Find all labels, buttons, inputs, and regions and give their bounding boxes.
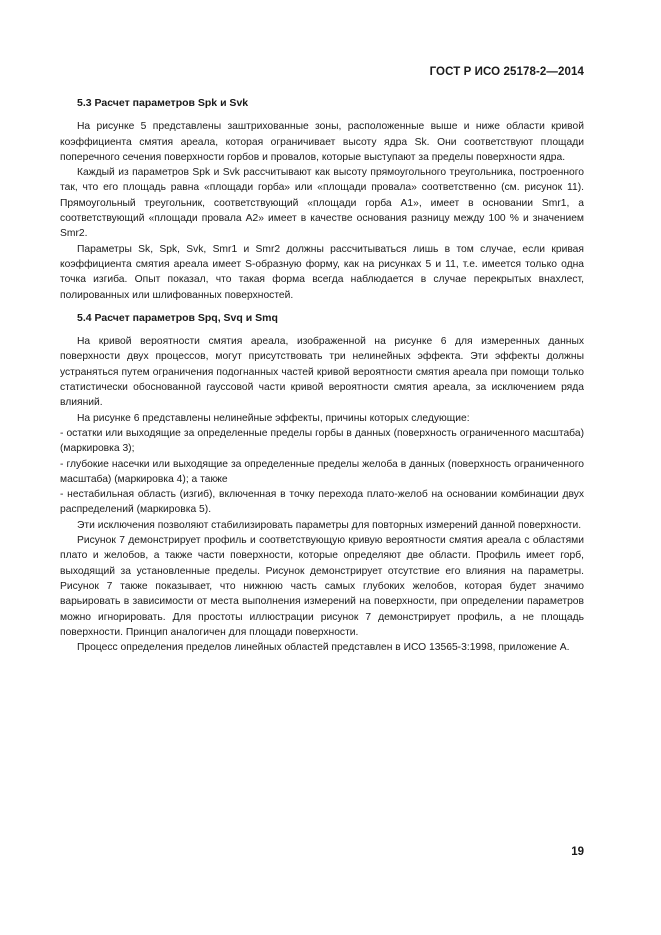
section-5-4-paragraph-5: Процесс определения пределов линейных областей представлен в ИСО 13565-3:1998, приложение А. (77, 642, 570, 654)
section-5-4-paragraph-2: На рисунке 6 представлены нелинейные эффекты, причины которых следующие: (77, 412, 470, 424)
section-5-3-paragraph-1: На рисунке 5 представлены заштрихованные зоны, расположенные выше и ниже области кривой коэффициента смятия ареала, которая ограничивает высоту ядра Sk. Они соответствуют площади поперечного сечения поверхности горбов и провалов, которые выступают за пределы поверхности ядра. (60, 121, 584, 163)
section-5-4-paragraph-3: Эти исключения позволяют стабилизировать параметры для повторных измерений данной поверхности. (77, 519, 582, 531)
bullet-item-peaks: - остатки или выходящие за определенные пределы горбы в данных (поверхность ограниченного масштаба) (маркировка 3); (60, 427, 584, 455)
section-5-4-paragraph-1: На кривой вероятности смятия ареала, изображенной на рисунке 6 для измеренных данных поверхности двух процессов, могут присутствовать три нелинейных эффекта. Эти эффекты должны устраняться путем ограничения подогнанных частей кривой вероятности смятия ареала при помощи только статистически обоснованной гауссовой части кривой вероятности смятия ареала, за исключением ряда влияний. (60, 336, 584, 409)
bullet-item-unstable-region: - нестабильная область (изгиб), включенная в точку перехода плато-желоб на основании комбинации двух распределений (маркировка 5). (60, 489, 584, 516)
section-5-4-paragraph-4: Рисунок 7 демонстрирует профиль и соответствующую кривую вероятности смятия ареала с областями плато и желобов, а также части поверхности, которые определяют две области. Профиль имеет горб, выходящий за установленные пределы. Рисунок демонстрирует отсутствие его влияния на параметры. Рисунок 7 также показывает, что нижнюю часть самых глубоких желобов, которая будет значимо варьировать в зависимости от места выполнения измерений на поверхности, при определении параметров можно игнорировать. Для простоты иллюстрации рисунок 7 демонстрирует профиль, а не площадь поверхности. Принцип аналогичен для площади поверхности. (60, 535, 584, 638)
document-body (60, 96, 584, 655)
page-number: 19 (571, 846, 584, 858)
bullet-item-valleys: - глубокие насечки или выходящие за определенные пределы желоба в данных (поверхность ограниченного масштаба) (маркировка 4); а также (60, 458, 584, 485)
section-5-3-heading: 5.3 Расчет параметров Spk и Svk (77, 97, 249, 109)
section-5-3-paragraph-3: Параметры Sk, Spk, Svk, Smr1 и Smr2 должны рассчитываться лишь в том случае, если кривая коэффициента смятия ареала имеет S-образную форму, как на рисунках 5 и 11, т.е. имеется только одна точка изгиба. Опыт показал, что такая форма всегда наблюдается в случае перекрытых внахлест, полированных или шлифованных поверхностей. (60, 243, 584, 301)
section-5-4-heading: 5.4 Расчет параметров Spq, Svq и Smq (77, 311, 278, 324)
standard-code-header: ГОСТ Р ИСО 25178-2—2014 (429, 66, 584, 78)
section-5-3-paragraph-2: Каждый из параметров Spk и Svk рассчитывают как высоту прямоугольного треугольника, построенного так, что его площадь равна «площади горба» или «площади провала» соответственно (см. рисунок 11). Прямоугольный треугольник, соответствующий «площади горба А1», имеет в основании Smr1, а соответствующий «площади провала А2» имеет в качестве основания разницу между 100 % и значением Smr2. (60, 167, 584, 240)
